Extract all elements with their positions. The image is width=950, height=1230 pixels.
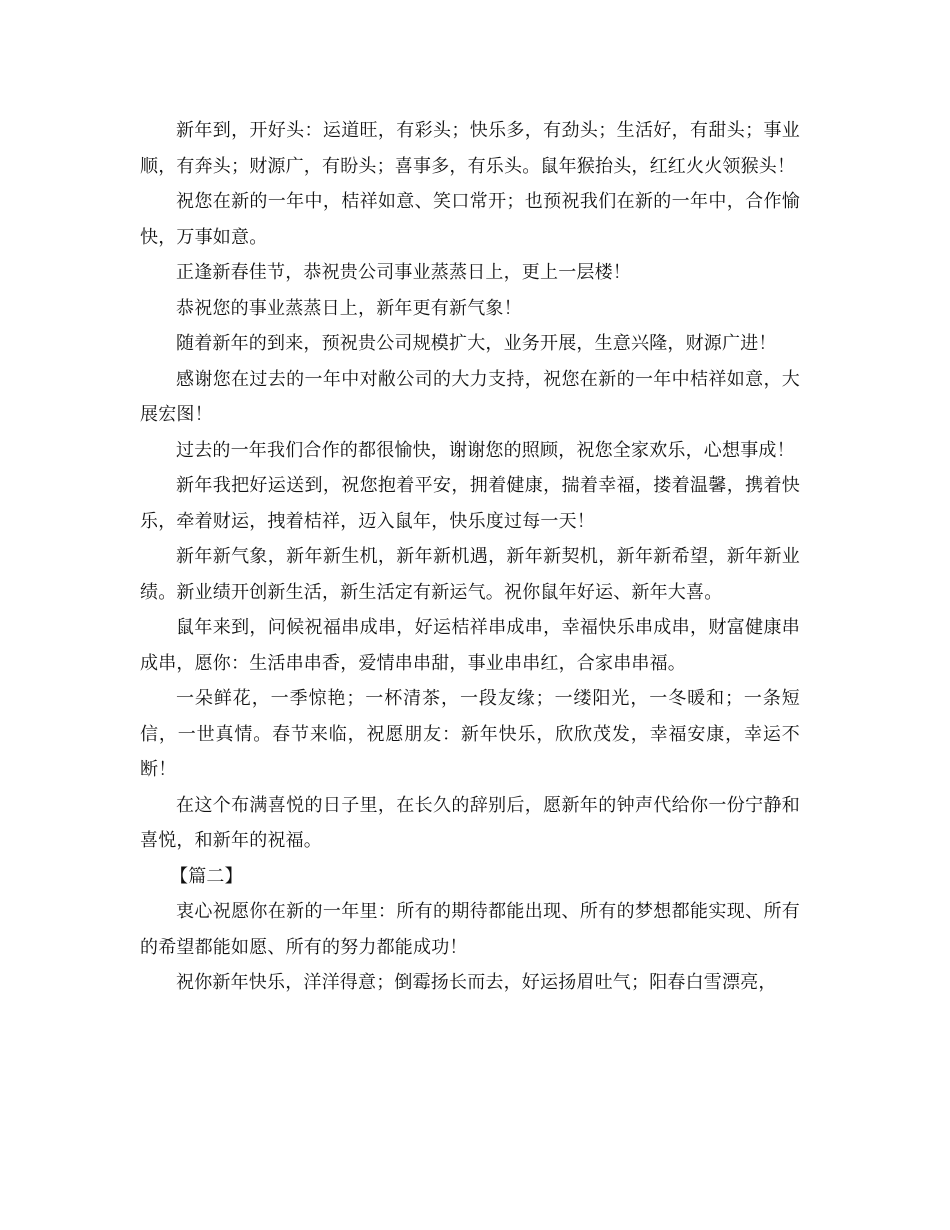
paragraph: 过去的一年我们合作的都很愉快，谢谢您的照顾，祝您全家欢乐，心想事成！ [176,439,795,461]
paragraph: 新年我把好运送到，祝您抱着平安，拥着健康，揣着幸福，搂着温馨，携着快乐，牵着财运，拽着桔祥，迈入鼠年，快乐度过每一天！ [140,475,800,532]
paragraph: 衷心祝愿你在新的一年里：所有的期待都能出现、所有的梦想都能实现、所有的希望都能如愿、所有的努力都能成功！ [140,901,800,958]
document-body [140,113,800,1001]
paragraph: 祝你新年快乐，洋洋得意；倒霉扬长而去，好运扬眉吐气；阳春白雪漂亮， [176,972,777,993]
paragraph: 新年新气象，新年新生机，新年新机遇，新年新契机，新年新希望，新年新业绩。新业绩开创新生活，新生活定有新运气。祝你鼠年好运、新年大喜。 [140,546,800,603]
paragraph: 随着新年的到来，预祝贵公司规模扩大，业务开展，生意兴隆，财源广进！ [176,333,777,354]
paragraph: 鼠年来到，问候祝福串成串，好运桔祥串成串，幸福快乐串成串，财富健康串成串，愿你：生活串串香，爱情串串甜，事业串串红，合家串串福。 [140,617,800,674]
paragraph: 一朵鲜花，一季惊艳；一杯清茶，一段友缘；一缕阳光，一冬暖和；一条短信，一世真情。春节来临，祝愿朋友：新年快乐，欣欣茂发，幸福安康，幸运不断！ [140,688,800,780]
paragraph: 在这个布满喜悦的日子里，在长久的辞别后，愿新年的钟声代给你一份宁静和喜悦，和新年的祝福。 [140,794,800,851]
paragraph: 祝您在新的一年中，桔祥如意、笑口常开；也预祝我们在新的一年中，合作愉快，万事如意。 [140,191,800,248]
paragraph: 新年到，开好头：运道旺，有彩头；快乐多，有劲头；生活好，有甜头；事业顺，有奔头；财源广，有盼头；喜事多，有乐头。鼠年猴抬头，红红火火领猴头！ [140,120,800,177]
paragraph: 感谢您在过去的一年中对敝公司的大力支持，祝您在新的一年中桔祥如意，大展宏图！ [140,368,800,425]
section-heading: 【篇二】 [170,865,243,887]
paragraph: 正逢新春佳节，恭祝贵公司事业蒸蒸日上，更上一层楼！ [176,262,631,283]
paragraph: 恭祝您的事业蒸蒸日上，新年更有新气象！ [176,297,522,319]
